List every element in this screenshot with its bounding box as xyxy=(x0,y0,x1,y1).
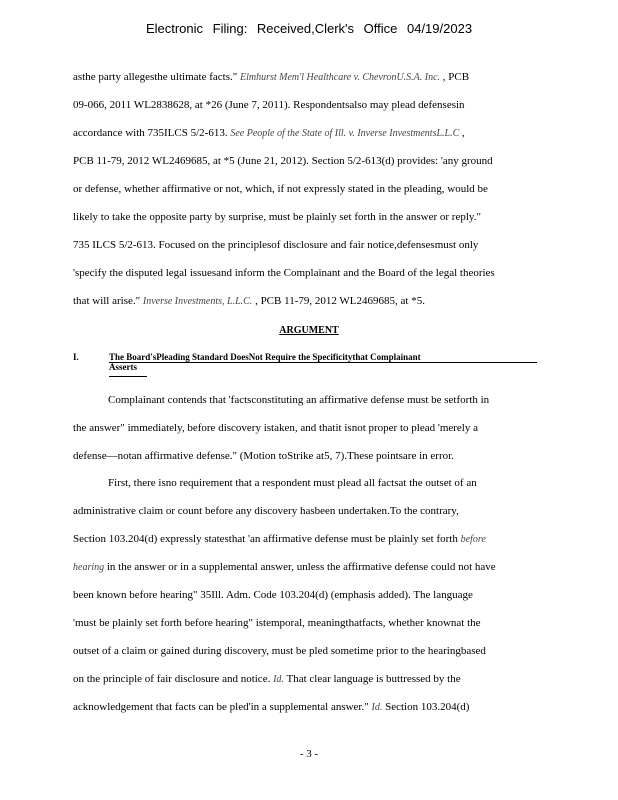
text-line: Section 103.204(d) expressly statesthat 'an affirmative defense must be plainly set forth before xyxy=(73,533,486,545)
text-line: defense—notan affirmative defense." (Motion toStrike at5, 7).These pointsare in error. xyxy=(73,450,454,462)
text-line: or defense, whether affirmative or not, which, if not expressly stated in the pleading, would be xyxy=(73,183,488,195)
text-line: PCB 11-79, 2012 WL2469685, at *5 (June 21, 2012). Section 5/2-613(d) provides: 'any ground xyxy=(73,155,493,167)
paragraph-2 xyxy=(73,393,545,477)
section-title: The Board'sPleading Standard DoesNot Require the Specificitythat Complainant Asserts xyxy=(109,352,421,372)
text-line: 735 ILCS 5/2-613. Focused on the principlesof disclosure and fair notice,defensesmust only xyxy=(73,239,479,251)
text-line: Complainant contends that 'factsconstituting an affirmative defense must be setforth in xyxy=(108,394,490,406)
paragraph-1 xyxy=(73,70,545,322)
text-line: accordance with 735ILCS 5/2-613. See People of the State of Ill. v. Inverse InvestmentsL.L.C , xyxy=(73,127,465,139)
text-line: that will arise." Inverse Investments, L.L.C. , PCB 11-79, 2012 WL2469685, at *5. xyxy=(73,295,425,307)
text-line: likely to take the opposite party by surprise, must be plainly set forth in the answer or reply." xyxy=(73,211,481,223)
text-line: 09-066, 2011 WL2838628, at *26 (June 7, 2011). Respondentsalso may plead defensesin xyxy=(73,99,465,111)
text-line: 'must be plainly set forth before hearing" istemporal, meaningthatfacts, whether knownat the xyxy=(73,617,481,629)
section-title-underline xyxy=(109,362,537,363)
text-line: asthe party allegesthe ultimate facts." Elmhurst Mem'l Healthcare v. ChevronU.S.A. Inc. , PCB xyxy=(73,71,470,83)
text-line: outset of a claim or gained during discovery, must be pled sometime prior to the hearingbased xyxy=(73,645,486,657)
text-line: acknowledgement that facts can be pled'in a supplemental answer." Id. Section 103.204(d) xyxy=(73,701,470,713)
text-line: First, there isno requirement that a respondent must plead all factsat the outset of an xyxy=(108,477,477,489)
section-title-underline xyxy=(109,376,147,377)
paragraph-3 xyxy=(73,476,545,728)
text-line: hearing in the answer or in a supplemental answer, unless the affirmative defense could not have xyxy=(73,561,496,573)
text-line: administrative claim or count before any discovery hasbeen undertaken.To the contrary, xyxy=(73,505,459,517)
text-line: been known before hearing" 35Ill. Adm. Code 103.204(d) (emphasis added). The language xyxy=(73,589,473,601)
text-line: 'specify the disputed legal issuesand inform the Complainant and the Board of the legal theories xyxy=(73,267,495,279)
argument-heading: ARGUMENT xyxy=(279,325,339,336)
filing-header: Electronic Filing: Received,Clerk's Office 04/19/2023 xyxy=(145,21,473,36)
page-number: - 3 - xyxy=(299,748,319,760)
section-number: I. xyxy=(73,352,79,362)
text-line: the answer" immediately, before discovery istaken, and thatit isnot proper to plead 'merely a xyxy=(73,422,478,434)
text-line: on the principle of fair disclosure and notice. Id. That clear language is buttressed by the xyxy=(73,673,461,685)
